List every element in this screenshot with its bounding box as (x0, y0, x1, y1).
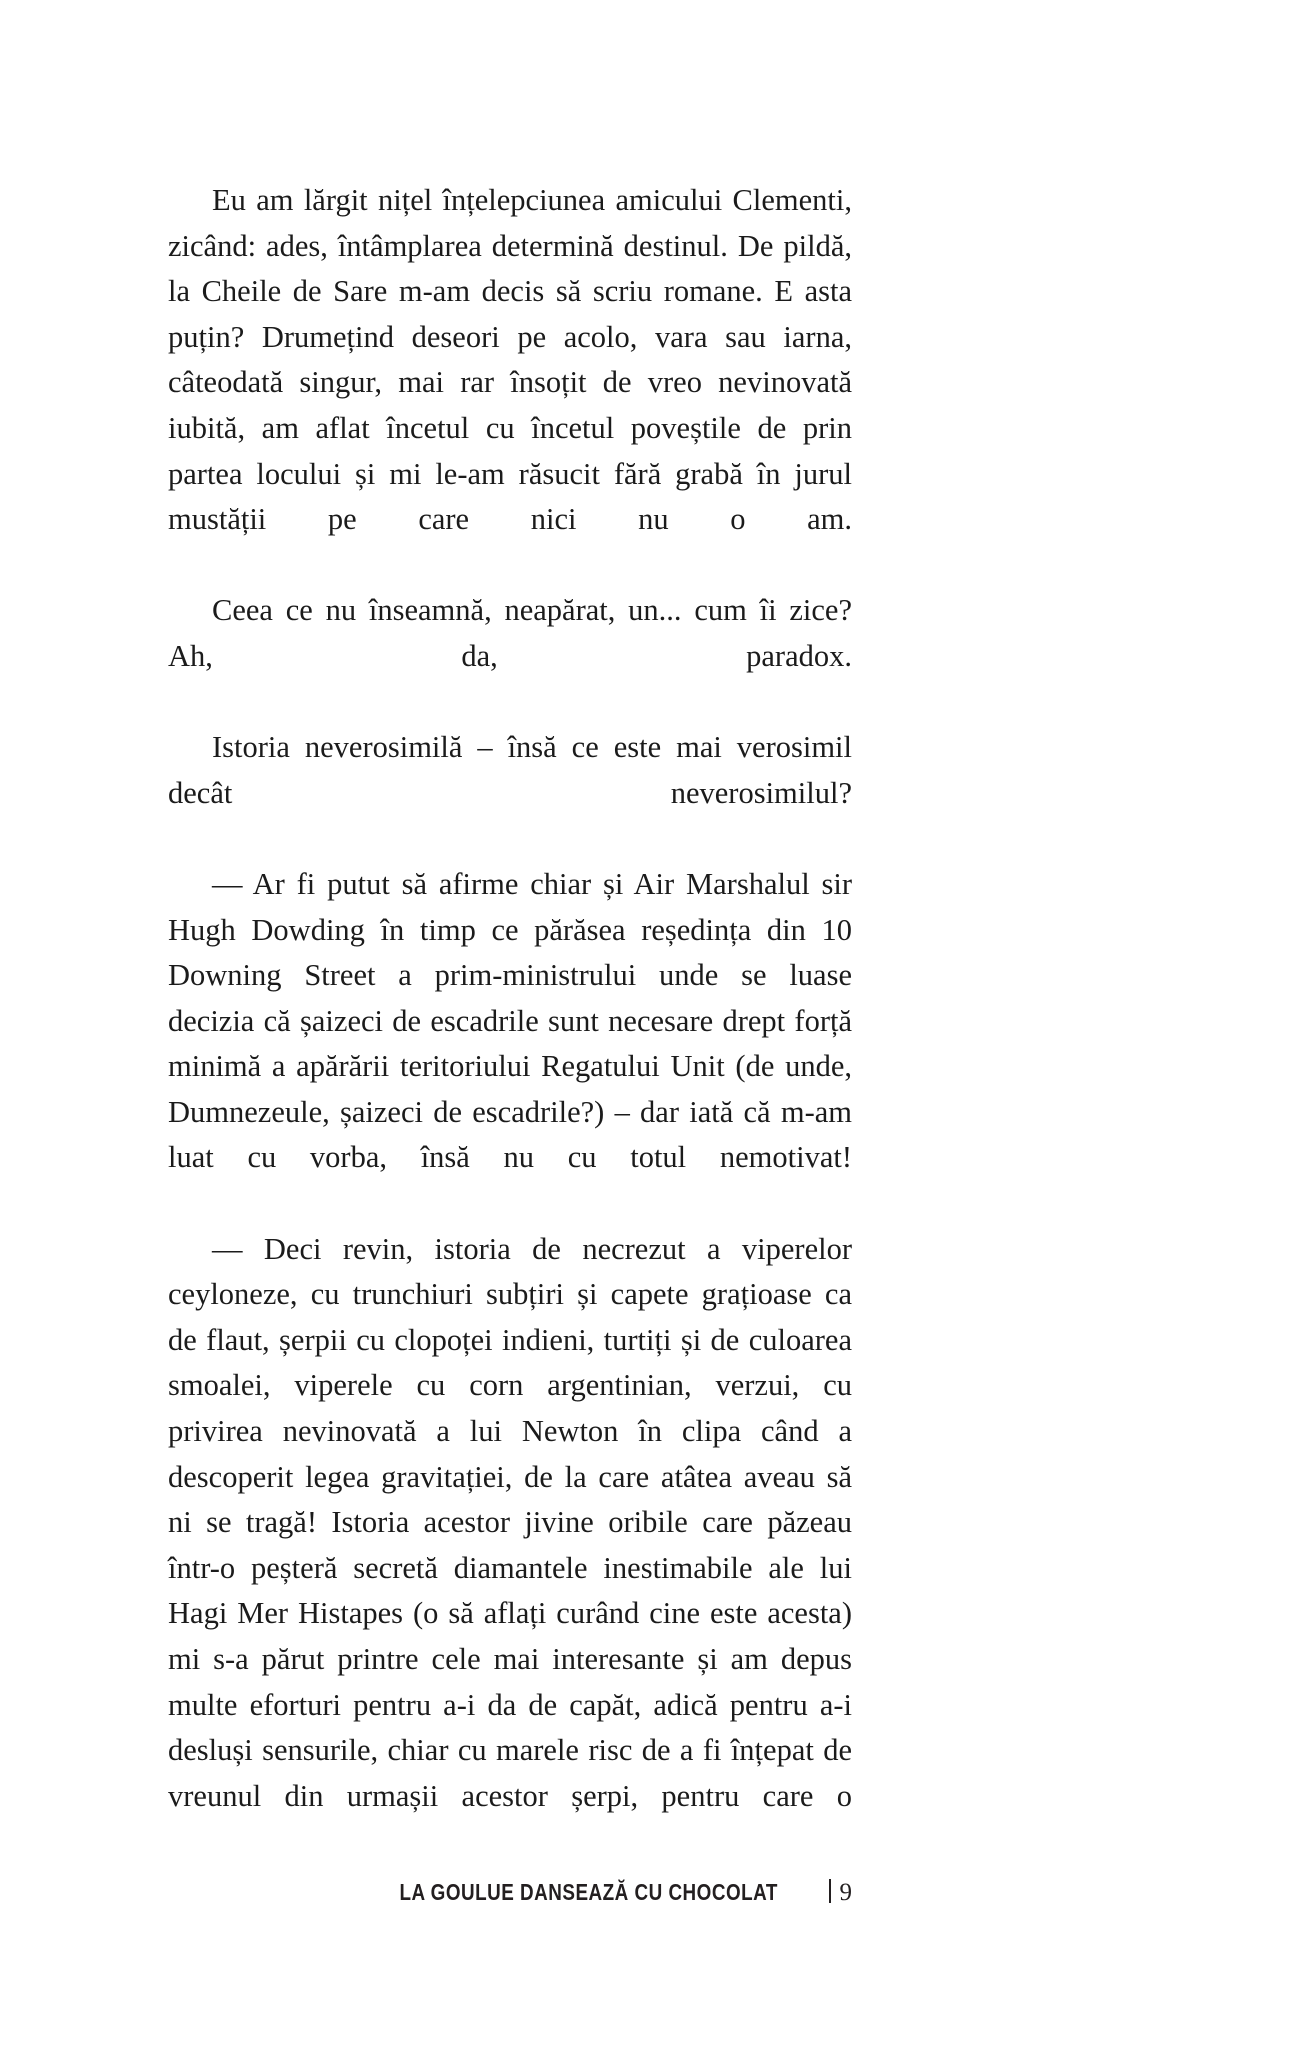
footer-separator-rule (829, 1879, 831, 1903)
paragraph-2: Ceea ce nu înseamnă, neapărat, un... cum îi zice? Ah, da, paradox. (168, 593, 852, 673)
page-footer (168, 1876, 852, 1907)
running-title: LA GOULUE DANSEAZĂ CU CHOCOLAT (399, 1879, 778, 1905)
paragraph-3: Istoria neverosimilă – însă ce este mai verosimil decât neverosimilul? (168, 730, 852, 810)
page-number: 9 (839, 1879, 852, 1906)
paragraph-5: — Deci revin, istoria de necrezut a viperelor ceyloneze, cu trunchiuri subțiri și capete grațioase ca de flaut, șerpii cu clopoței indieni, turtiți și de culoarea smoalei, viperele cu corn argentinian, verzui, cu privirea nevinovată a lui Newton în clipa când a descoperit legea gravitației, de la care atâtea aveau să ni se tragă! Istoria acestor jivine oribile care păzeau într-o peșteră secretă diamantele inestimabile ale lui Hagi Mer Histapes (o să aflați curând cine este acesta) mi s-a părut printre cele mai interesante și am depus multe eforturi pentru a-i da de capăt, adică pentru a-i desluși sensurile, chiar cu marele risc de a fi înțepat de vreunul din urmașii acestor șerpi, pentru care o (168, 1231, 852, 1813)
paragraph-1: Eu am lărgit nițel înțelepciunea amicului Clementi, zicând: ades, întâmplarea determină destinul. De pildă, la Cheile de Sare m-am decis să scriu romane. E asta puțin? Drumețind deseori pe acolo, vara sau iarna, câteodată singur, mai rar însoțit de vreo nevinovată iubită, am aflat încetul cu încetul poveștile de prin partea locului și mi le-am răsucit fără grabă în jurul mustății pe care nici nu o am. (168, 183, 852, 537)
body-text-block (168, 178, 852, 1865)
paragraph-4: — Ar fi putut să afirme chiar și Air Marshalul sir Hugh Dowding în timp ce părăsea reședința din 10 Downing Street a prim-ministrului unde se luase decizia că șaizeci de escadrile sunt necesare drept forță minimă a apărării teritoriului Regatului Unit (de unde, Dumnezeule, șaizeci de escadrile?) – dar iată că m-am luat cu vorba, însă nu cu totul nemotivat! (168, 866, 852, 1175)
